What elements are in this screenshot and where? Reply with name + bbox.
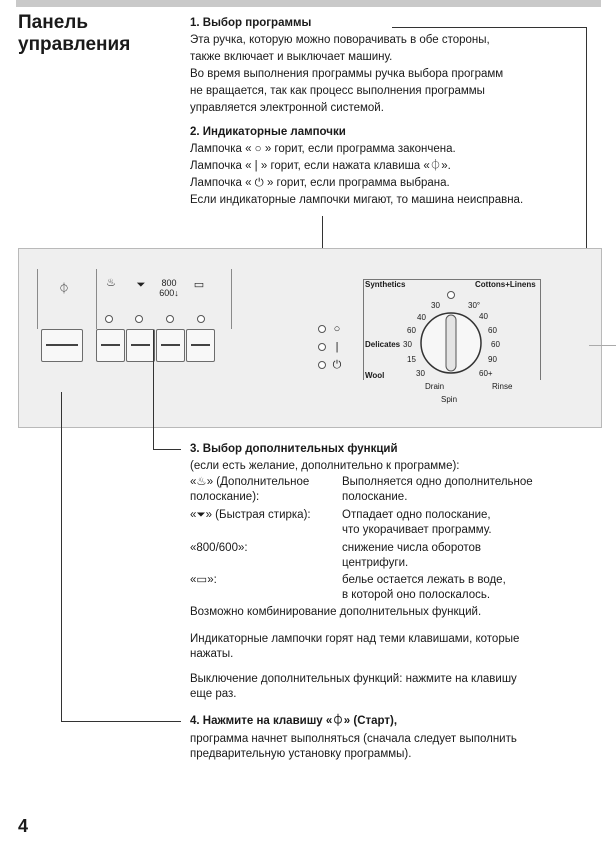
spin-top-label: 800 [161, 278, 177, 288]
option-desc: центрифуги. [342, 557, 409, 569]
option-label: «▭»: [190, 574, 217, 586]
program-dial-knob[interactable] [419, 311, 483, 375]
section-1-line: также включает и выключает машину. [190, 51, 393, 63]
option-desc: снижение числа оборотов [342, 542, 482, 554]
section-1-line: не вращается, так как процесс выполнения программы [190, 85, 485, 97]
section-4-line: предварительную установку программы). [190, 748, 412, 760]
leader-line-1v [586, 27, 587, 284]
dial-marker [447, 291, 455, 299]
power-icon: ⏻ [332, 359, 342, 371]
quick-wash-button[interactable] [126, 329, 155, 362]
section-1-line: управляется электронной системой. [190, 102, 384, 114]
option-desc: белье остается лежать в воде, [342, 574, 506, 586]
indicator-led [105, 315, 113, 323]
panel-edge-line [589, 345, 616, 346]
page-title: Панель управления [18, 12, 131, 55]
panel-divider [37, 269, 38, 329]
temp-label: 30 [431, 301, 440, 310]
section-1-heading: 1. Выбор программы [190, 17, 312, 29]
section-2-line: Если индикаторные лампочки мигают, то машина неисправна. [190, 194, 524, 206]
temp-label: 60 [407, 326, 416, 335]
top-bar [16, 0, 601, 7]
spin-bottom-label: 600↓ [159, 288, 179, 298]
temp-label: 60+ [479, 369, 493, 378]
section-extra-functions [190, 441, 600, 475]
section-2-heading: 2. Индикаторные лампочки [190, 126, 346, 138]
option-label: «⏷» (Быстрая стирка): [190, 509, 311, 521]
leader-line-4v [61, 392, 62, 721]
indicator-led [166, 315, 174, 323]
synthetics-label: Synthetics [365, 280, 406, 289]
spin-reduction-icon [157, 278, 181, 298]
paragraph: Индикаторные лампочки горят над теми клавишами, которые [190, 633, 520, 645]
option-desc: Отпадает одно полоскание, [342, 509, 491, 521]
end-icon: ○ [333, 323, 341, 335]
spin-label: Spin [441, 395, 458, 404]
section-1-line: Во время выполнения программы ручка выбора программ [190, 68, 504, 80]
indicator-led [135, 315, 143, 323]
extra-rinse-button[interactable] [96, 329, 125, 362]
leader-line-3h [153, 449, 181, 450]
section-2-line: Лампочка « ⏻ » горит, если программа выбрана. [190, 177, 450, 189]
temp-label: 60 [491, 340, 500, 349]
option-desc: полоскание. [342, 491, 408, 503]
temp-label: 15 [407, 355, 416, 364]
paragraph: Возможно комбинирование дополнительных функций. [190, 606, 482, 618]
leader-line-3v [153, 330, 154, 449]
section-1-line: Эта ручка, которую можно поворачивать в обе стороны, [190, 34, 490, 46]
quick-wash-icon: ⏷ [136, 279, 146, 291]
control-panel-diagram [18, 248, 602, 428]
temp-label: 60 [488, 326, 497, 335]
option-label: полоскание): [190, 491, 260, 503]
section-4-line: программа начнет выполняться (сначала следует выполнить [190, 733, 517, 745]
temp-label: 30 [416, 369, 425, 378]
rinse-hold-icon: ▭ [193, 279, 205, 291]
paragraph: еще раз. [190, 688, 237, 700]
spin-reduction-button[interactable] [156, 329, 185, 362]
section-4-heading: 4. Нажмите на клавишу «⏀» (Старт), [190, 715, 398, 727]
temp-label: 40 [417, 313, 426, 322]
option-desc: в которой оно полоскалось. [342, 589, 491, 601]
status-led-end [318, 325, 326, 333]
option-desc: что укорачивает программу. [342, 524, 492, 536]
drain-label: Drain [425, 382, 445, 391]
temp-label: 30 [403, 340, 412, 349]
panel-divider [96, 269, 97, 329]
paragraph: Выключение дополнительных функций: нажмите на клавишу [190, 673, 517, 685]
status-led-ready [318, 361, 326, 369]
indicator-led [197, 315, 205, 323]
section-indicator-lamps [190, 124, 600, 209]
leader-line-4h [61, 721, 181, 722]
leader-line-1 [392, 27, 586, 28]
start-icon: ⏀ [58, 283, 70, 295]
cottons-label: Cottons+Linens [475, 280, 536, 289]
option-desc: Выполняется одно дополнительное [342, 476, 533, 488]
rinse-hold-button[interactable] [186, 329, 215, 362]
section-program-select [190, 15, 590, 117]
paragraph: нажаты. [190, 648, 234, 660]
temp-label: 30° [468, 301, 481, 310]
extra-rinse-icon: ♨ [106, 277, 116, 289]
panel-divider [231, 269, 232, 329]
section-2-line: Лампочка « | » горит, если нажата клавиша «⏀». [190, 160, 451, 172]
status-led-running [318, 343, 326, 351]
running-icon: | [335, 341, 339, 353]
section-3-heading: 3. Выбор дополнительных функций [190, 443, 398, 455]
wool-label: Wool [365, 371, 385, 380]
rinse-label: Rinse [492, 382, 513, 391]
temp-label: 40 [479, 312, 488, 321]
page-number: 4 [18, 816, 29, 836]
option-label: «♨» (Дополнительное [190, 476, 310, 488]
section-2-line: Лампочка « ○ » горит, если программа закончена. [190, 143, 456, 155]
start-button[interactable] [41, 329, 83, 362]
delicates-label: Delicates [365, 340, 401, 349]
option-label: «800/600»: [190, 542, 248, 554]
temp-label: 90 [488, 355, 497, 364]
section-3-subtitle: (если есть желание, дополнительно к программе): [190, 460, 460, 472]
